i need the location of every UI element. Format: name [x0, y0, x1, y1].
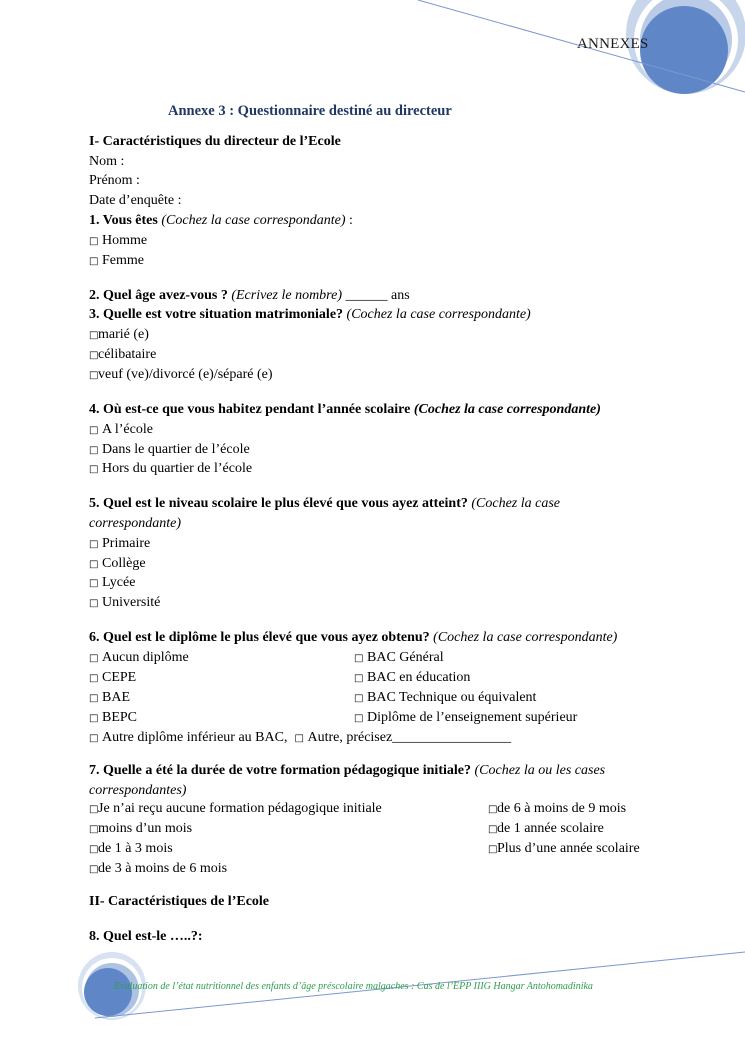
- checkbox-icon[interactable]: □: [89, 578, 99, 589]
- field-date: Date d’enquête :: [89, 193, 182, 208]
- q1: 1. Vous êtes (Cochez la case correspondante) :: [89, 213, 353, 228]
- checkbox-icon[interactable]: □: [488, 804, 498, 815]
- q3-option-marie[interactable]: □marié (e): [89, 326, 149, 345]
- q7-hint-cont: correspondantes): [89, 783, 187, 798]
- checkbox-icon[interactable]: □: [354, 653, 364, 664]
- q6-option-bac-technique[interactable]: □ BAC Technique ou équivalent: [354, 689, 536, 708]
- checkbox-icon[interactable]: □: [89, 844, 99, 855]
- q6-option-autre[interactable]: □ Autre diplôme inférieur au BAC, □ Autre, précisez_________________: [89, 729, 511, 748]
- checkbox-icon[interactable]: □: [89, 598, 99, 609]
- checkbox-icon[interactable]: □: [89, 236, 99, 247]
- q6-option-bac-general[interactable]: □ BAC Général: [354, 649, 444, 668]
- checkbox-icon[interactable]: □: [488, 844, 498, 855]
- field-nom: Nom :: [89, 154, 125, 169]
- q3-option-veuf[interactable]: □veuf (ve)/divorcé (e)/séparé (e): [89, 366, 273, 385]
- q8: 8. Quel est-le …..?:: [89, 929, 203, 944]
- checkbox-icon[interactable]: □: [89, 559, 99, 570]
- checkbox-icon[interactable]: □: [89, 693, 99, 704]
- q1-option-homme[interactable]: □ Homme: [89, 232, 147, 251]
- section1-heading: I- Caractéristiques du directeur de l’Ecole: [89, 134, 341, 149]
- checkbox-icon[interactable]: □: [89, 445, 99, 456]
- footer-circle-dot: [84, 968, 132, 1016]
- q4-option-hors[interactable]: □ Hors du quartier de l’école: [89, 460, 252, 479]
- checkbox-icon[interactable]: □: [89, 824, 99, 835]
- q6: 6. Quel est le diplôme le plus élevé que vous ayez obtenu? (Cochez la case correspondante): [89, 630, 618, 645]
- q7: 7. Quelle a été la durée de votre formation pédagogique initiale? (Cochez la ou les cases: [89, 763, 606, 778]
- q7-option-aucune[interactable]: □Je n’ai reçu aucune formation pédagogique initiale: [89, 800, 382, 819]
- q3: 3. Quelle est votre situation matrimoniale? (Cochez la case correspondante): [89, 307, 531, 322]
- q4-option-quartier[interactable]: □ Dans le quartier de l’école: [89, 441, 250, 460]
- q5-option-college[interactable]: □ Collège: [89, 555, 146, 574]
- checkbox-icon[interactable]: □: [89, 653, 99, 664]
- q6-option-superieur[interactable]: □ Diplôme de l’enseignement supérieur: [354, 709, 577, 728]
- checkbox-icon[interactable]: □: [294, 733, 304, 744]
- q4: 4. Où est-ce que vous habitez pendant l’année scolaire (Cochez la case correspondante): [89, 402, 601, 417]
- q7-option-6-9-mois[interactable]: □de 6 à moins de 9 mois: [488, 800, 626, 819]
- q7-option-1-annee[interactable]: □de 1 année scolaire: [488, 820, 604, 839]
- q6-option-bae[interactable]: □ BAE: [89, 689, 130, 708]
- checkbox-icon[interactable]: □: [354, 713, 364, 724]
- q5: 5. Quel est le niveau scolaire le plus élevé que vous ayez atteint? (Cochez la case: [89, 496, 561, 511]
- q2: 2. Quel âge avez-vous ? (Ecrivez le nombre) ______ ans: [89, 288, 410, 303]
- q6-option-cepe[interactable]: □ CEPE: [89, 669, 136, 688]
- q7-option-1-3-mois[interactable]: □de 1 à 3 mois: [89, 840, 173, 859]
- checkbox-icon[interactable]: □: [89, 256, 99, 267]
- checkbox-icon[interactable]: □: [89, 330, 99, 341]
- header-label: ANNEXES: [577, 36, 649, 52]
- q5-hint-cont: correspondante): [89, 516, 182, 531]
- checkbox-icon[interactable]: □: [89, 804, 99, 815]
- footer-text: Evaluation de l’état nutritionnel des enfants d’âge préscolaire malgaches : Cas de l’EPP IIIG Hangar Antohomadinika: [114, 981, 593, 992]
- checkbox-icon[interactable]: □: [89, 673, 99, 684]
- q5-option-universite[interactable]: □ Université: [89, 594, 160, 613]
- q6-option-aucun[interactable]: □ Aucun diplôme: [89, 649, 189, 668]
- section2-heading: II- Caractéristiques de l’Ecole: [89, 894, 270, 909]
- checkbox-icon[interactable]: □: [89, 539, 99, 550]
- q7-option-moins-mois[interactable]: □moins d’un mois: [89, 820, 192, 839]
- q7-option-3-6-mois[interactable]: □de 3 à moins de 6 mois: [89, 860, 227, 879]
- checkbox-icon[interactable]: □: [89, 350, 99, 361]
- q4-option-ecole[interactable]: □ A l’école: [89, 421, 153, 440]
- checkbox-icon[interactable]: □: [89, 425, 99, 436]
- checkbox-icon[interactable]: □: [89, 733, 99, 744]
- checkbox-icon[interactable]: □: [89, 370, 99, 381]
- checkbox-icon[interactable]: □: [488, 824, 498, 835]
- field-prenom: Prénom :: [89, 173, 140, 188]
- q6-option-bac-education[interactable]: □ BAC en éducation: [354, 669, 470, 688]
- q1-option-femme[interactable]: □ Femme: [89, 252, 144, 271]
- q5-option-primaire[interactable]: □ Primaire: [89, 535, 150, 554]
- page-title: Annexe 3 : Questionnaire destiné au directeur: [168, 103, 452, 119]
- checkbox-icon[interactable]: □: [354, 693, 364, 704]
- checkbox-icon[interactable]: □: [89, 713, 99, 724]
- checkbox-icon[interactable]: □: [89, 464, 99, 475]
- q5-option-lycee[interactable]: □ Lycée: [89, 574, 135, 593]
- q7-option-plus-annee[interactable]: □Plus d’une année scolaire: [488, 840, 640, 859]
- checkbox-icon[interactable]: □: [354, 673, 364, 684]
- checkbox-icon[interactable]: □: [89, 864, 99, 875]
- header-circle-dot: [640, 6, 728, 94]
- q6-option-bepc[interactable]: □ BEPC: [89, 709, 137, 728]
- q3-option-celibataire[interactable]: □célibataire: [89, 346, 156, 365]
